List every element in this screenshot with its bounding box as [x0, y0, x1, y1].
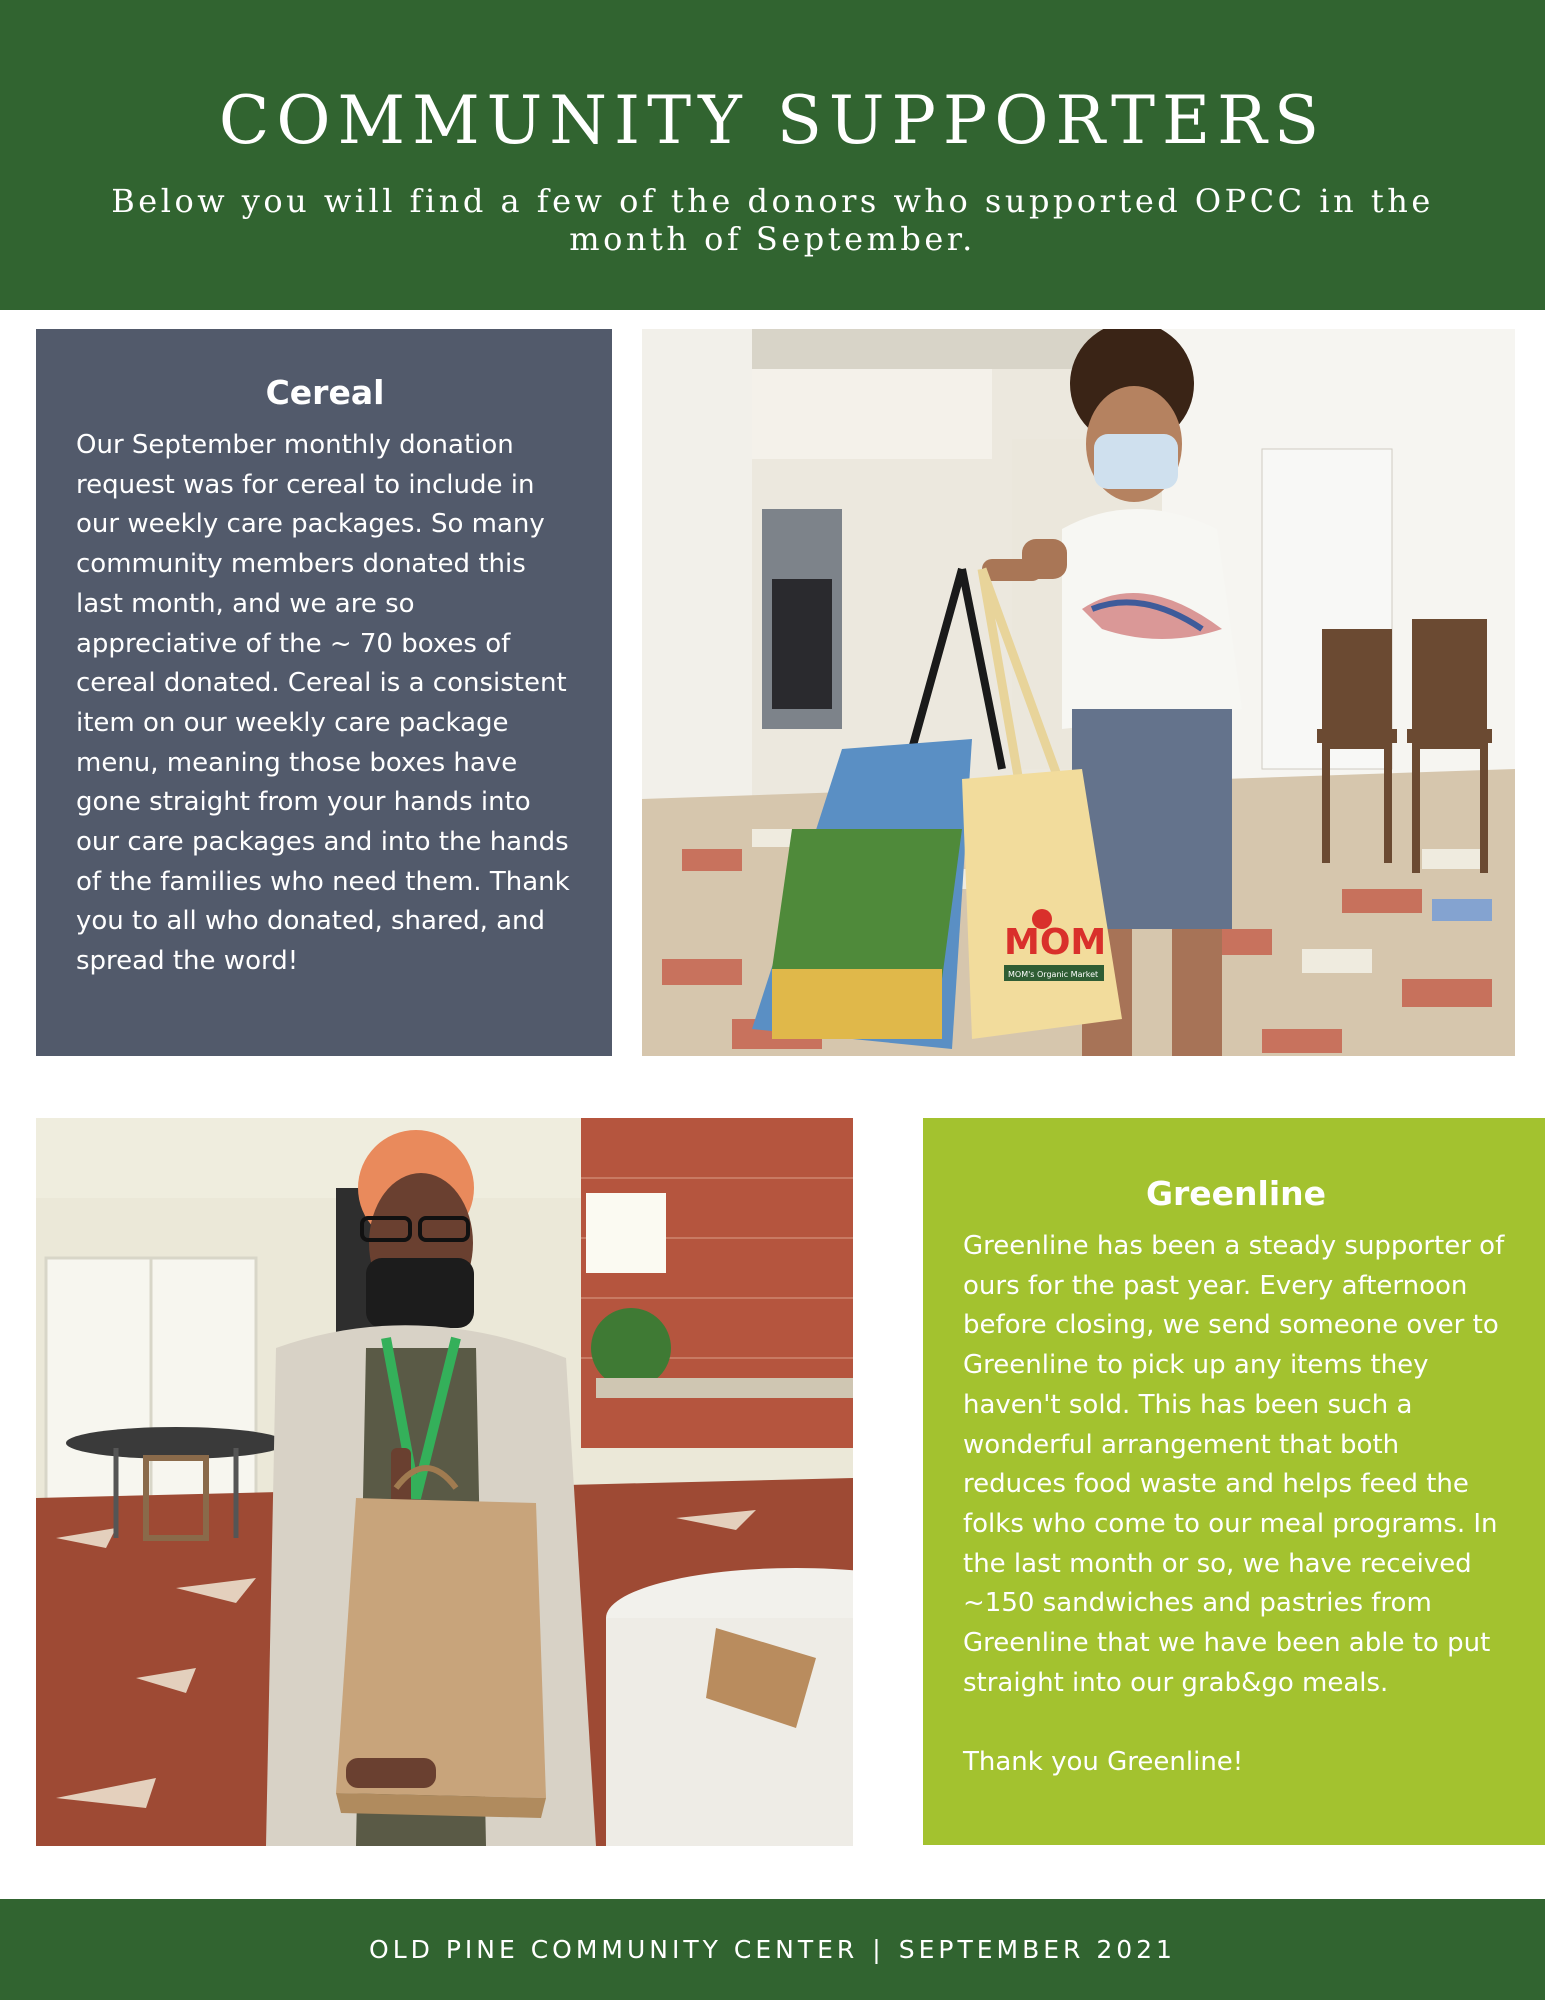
footer-organization: OLD PINE COMMUNITY CENTER: [369, 1935, 859, 1964]
footer-text: [0, 1935, 1545, 1964]
page-subtitle: Below you will find a few of the donors who supported OPCC in the month of September.: [111, 182, 1434, 258]
greenline-body: Greenline has been a steady supporter of ours for the past year. Every afternoon before closing, we send someone over to Greenline to pick up any items they haven't sold. This has been such a wonderful arrangement that both reduces food waste and helps feed the folks who come to our meal programs. In the last month or so, we have received ~150 sandwiches and pastries from Greenline that we have been able to put straight into our grab&go meals. Thank you Greenline!: [963, 1231, 1505, 1778]
footer-date: SEPTEMBER 2021: [898, 1935, 1176, 1964]
photo-woman-with-bag: [36, 1118, 853, 1846]
photo-child-with-bags-illustration: [642, 329, 1515, 1056]
footer-banner: [0, 1899, 1545, 2000]
header-banner: [0, 0, 1545, 310]
photo-child-with-bags: [642, 329, 1515, 1056]
bag-brand-text: MOM: [1004, 922, 1107, 963]
greenline-panel: [923, 1118, 1545, 1845]
footer-separator: |: [872, 1935, 885, 1964]
page-title: COMMUNITY SUPPORTERS: [218, 82, 1327, 159]
cereal-body: Our September monthly donation request was for cereal to include in our weekly care packages. So many community members donated this last month, and we are so appreciative of the ~ 70 boxes of cereal donated. Cereal is a consistent item on our weekly care package menu, meaning those boxes have gone straight from your hands into our care packages and into the hands of the families who need them. Thank you to all who donated, shared, and spread the word!: [76, 430, 570, 977]
greenline-heading: Greenline: [1145, 1174, 1327, 1213]
cereal-panel: [36, 329, 612, 1056]
cereal-heading: Cereal: [265, 373, 385, 412]
bag-tagline-text: MOM's Organic Market: [1008, 970, 1099, 979]
photo-woman-with-bag-illustration: [36, 1118, 853, 1846]
